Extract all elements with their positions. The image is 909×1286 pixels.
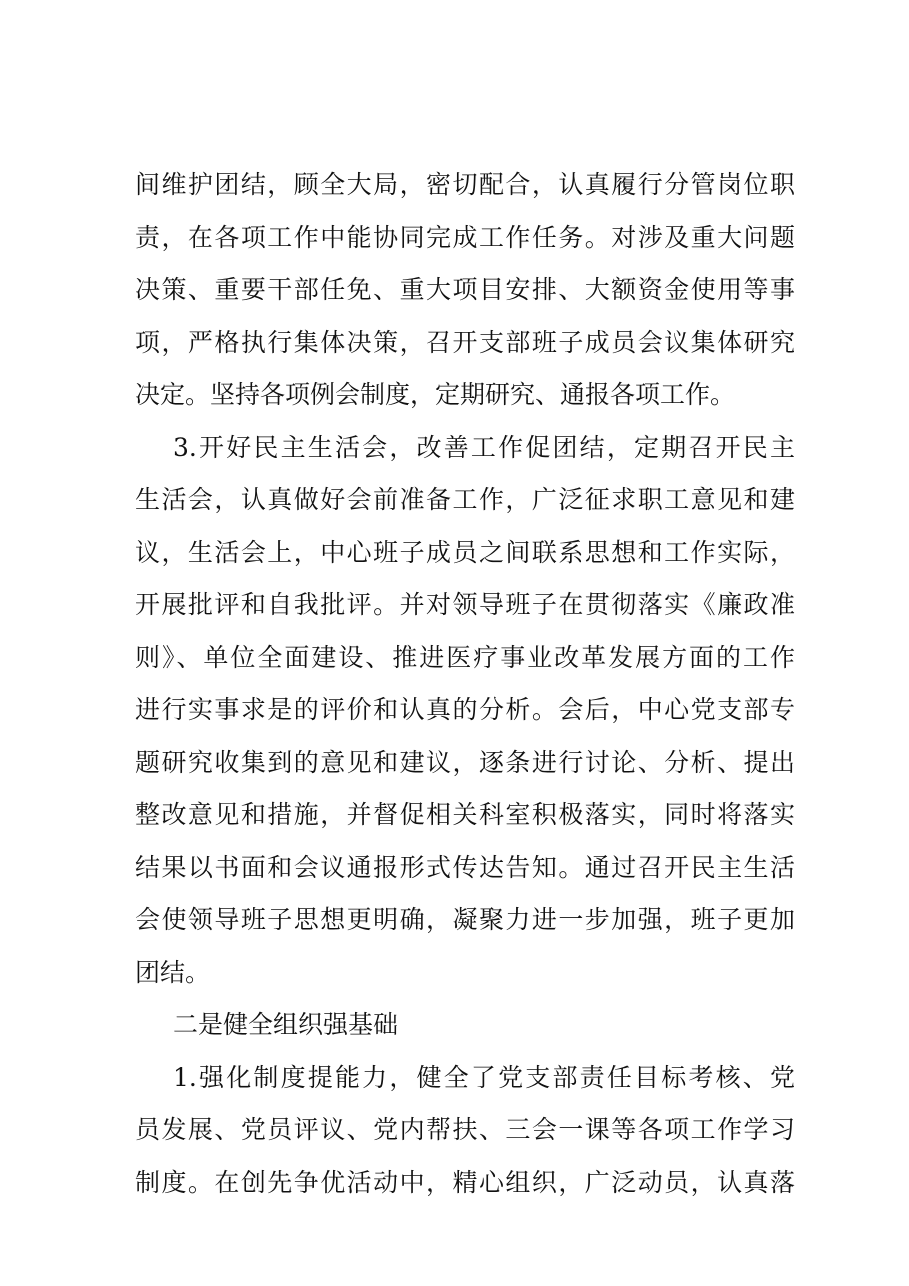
text-line: 项，严格执行集体决策，召开支部班子成员会议集体研究 (135, 327, 795, 357)
text-line: 生活会，认真做好会前准备工作，广泛征求职工意见和建 (135, 485, 795, 514)
text-line: 责，在各项工作中能协同完成工作任务。对涉及重大问题 (135, 222, 795, 252)
text-line: 员发展、党员评议、党内帮扶、三会一课等各项工作学习 (135, 1115, 795, 1144)
text-line: 题研究收集到的意见和建议，逐条进行讨论、分析、提出 (135, 747, 795, 777)
text-line: 会使领导班子思想更明确，凝聚力进一步加强，班子更加 (135, 905, 795, 934)
text-line: 间维护团结，顾全大局，密切配合，认真履行分管岗位职 (135, 170, 795, 199)
text-line: 3.开好民主生活会，改善工作促团结，定期召开民主 (173, 432, 795, 462)
text-line: 进行实事求是的评价和认真的分析。会后，中心党支部专 (135, 695, 795, 724)
text-line: 结果以书面和会议通报形式传达告知。通过召开民主生活 (135, 852, 795, 882)
text-line: 议，生活会上，中心班子成员之间联系思想和工作实际， (135, 537, 795, 567)
text-line: 制度。在创先争优活动中，精心组织，广泛动员，认真落 (135, 1167, 795, 1197)
text-line: 1.强化制度提能力，健全了党支部责任目标考核、党 (173, 1062, 795, 1092)
body-text (135, 165, 795, 1215)
section-heading: 二是健全组织强基础 (173, 1010, 399, 1039)
text-line: 则》、单位全面建设、推进医疗事业改革发展方面的工作 (135, 642, 795, 672)
text-line: 开展批评和自我批评。并对领导班子在贯彻落实《廉政准 (135, 590, 795, 619)
text-line: 决定。坚持各项例会制度，定期研究、通报各项工作。 (135, 380, 736, 409)
text-line: 团结。 (135, 957, 211, 987)
text-line: 整改意见和措施，并督促相关科室积极落实，同时将落实 (135, 800, 795, 829)
text-line: 决策、重要干部任免、重大项目安排、大额资金使用等事 (135, 275, 795, 304)
